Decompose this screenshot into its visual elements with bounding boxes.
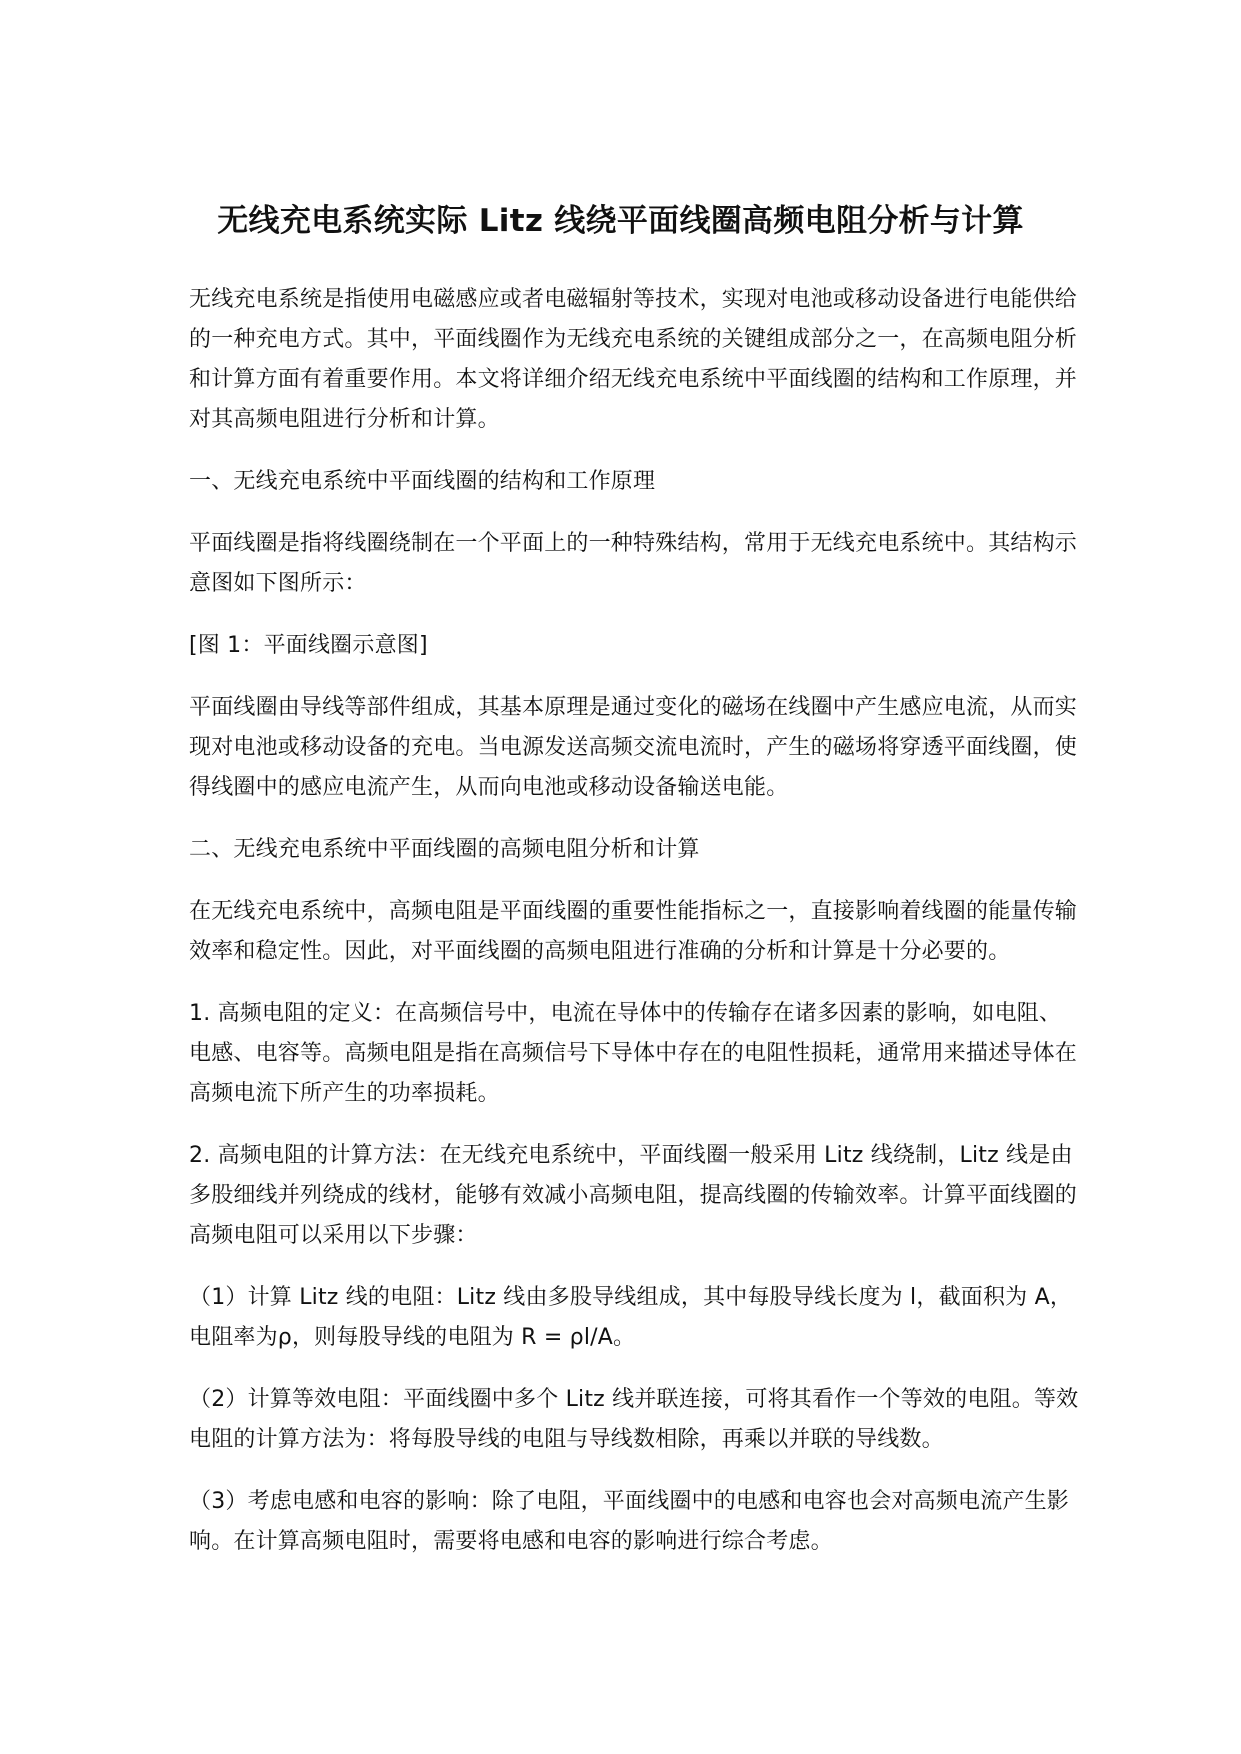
step-1-item: （1）计算 Litz 线的电阻：Litz 线由多股导线组成，其中每股导线长度为 l，截面积为 A，电阻率为ρ，则每股导线的电阻为 R = ρl/A。 xyxy=(189,1285,1073,1350)
step-2-item: （2）计算等效电阻：平面线圈中多个 Litz 线并联连接，可将其看作一个等效的电阻。等效电阻的计算方法为：将每股导线的电阻与导线数相除，再乘以并联的导线数。 xyxy=(189,1387,1079,1452)
calculation-method-item: 2. 高频电阻的计算方法：在无线充电系统中，平面线圈一般采用 Litz 线绕制，Litz 线是由多股细线并列绕成的线材，能够有效减小高频电阻，提高线圈的传输效率。计算平面线圈的高频电阻可以采用以下步骤： xyxy=(189,1143,1078,1248)
definition-item: 1. 高频电阻的定义：在高频信号中，电流在导体中的传输存在诸多因素的影响，如电阻、电感、电容等。高频电阻是指在高频信号下导体中存在的电阻性损耗，通常用来描述导体在高频电流下所产生的功率损耗。 xyxy=(189,1001,1078,1106)
figure-placeholder: [图 1：平面线圈示意图] xyxy=(189,633,428,658)
section-heading-structure: 一、无线充电系统中平面线圈的结构和工作原理 xyxy=(189,469,656,494)
document-title: 无线充电系统实际 Litz 线绕平面线圈高频电阻分析与计算 xyxy=(217,202,1024,239)
step-3-item: （3）考虑电感和电容的影响：除了电阻，平面线圈中的电感和电容也会对高频电流产生影响。在计算高频电阻时，需要将电感和电容的影响进行综合考虑。 xyxy=(189,1489,1069,1554)
document-body xyxy=(189,280,1079,1584)
section-heading-resistance: 二、无线充电系统中平面线圈的高频电阻分析和计算 xyxy=(189,837,700,862)
importance-paragraph: 在无线充电系统中，高频电阻是平面线圈的重要性能指标之一，直接影响着线圈的能量传输效率和稳定性。因此，对平面线圈的高频电阻进行准确的分析和计算是十分必要的。 xyxy=(189,899,1078,964)
structure-paragraph: 平面线圈是指将线圈绕制在一个平面上的一种特殊结构，常用于无线充电系统中。其结构示意图如下图所示： xyxy=(189,531,1078,596)
intro-paragraph: 无线充电系统是指使用电磁感应或者电磁辐射等技术，实现对电池或移动设备进行电能供给的一种充电方式。其中，平面线圈作为无线充电系统的关键组成部分之一，在高频电阻分析和计算方面有着重要作用。本文将详细介绍无线充电系统中平面线圈的结构和工作原理，并对其高频电阻进行分析和计算。 xyxy=(189,287,1078,432)
principle-paragraph: 平面线圈由导线等部件组成，其基本原理是通过变化的磁场在线圈中产生感应电流，从而实现对电池或移动设备的充电。当电源发送高频交流电流时，产生的磁场将穿透平面线圈，使得线圈中的感应电流产生，从而向电池或移动设备输送电能。 xyxy=(189,695,1078,800)
